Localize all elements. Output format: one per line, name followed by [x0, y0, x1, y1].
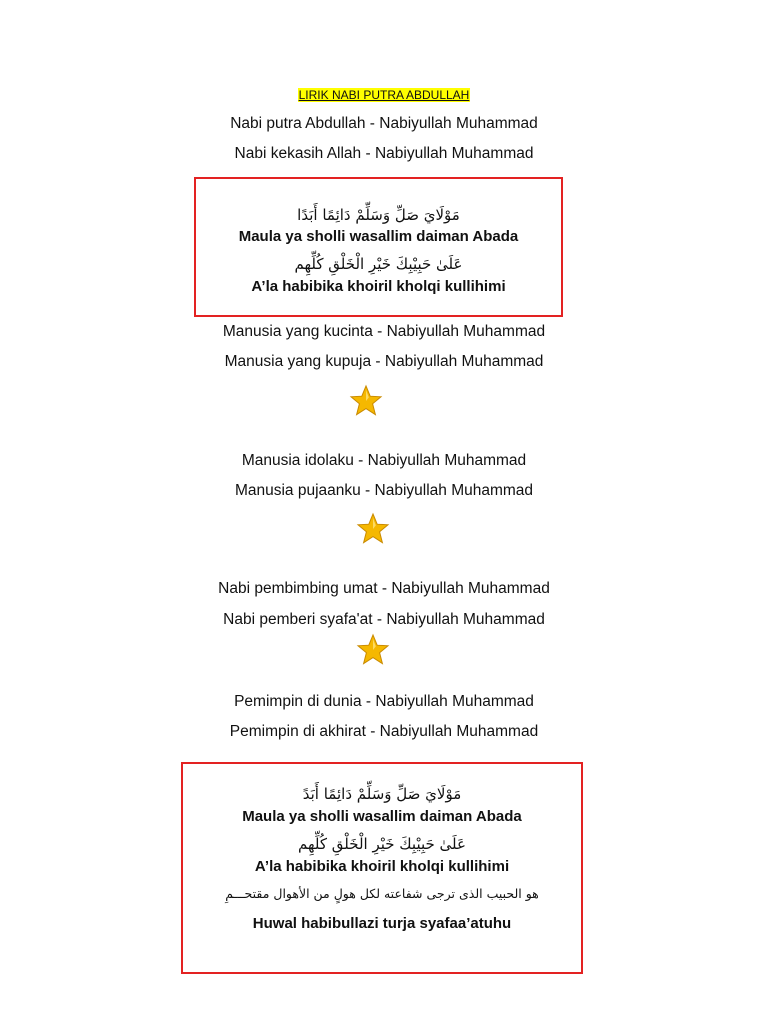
verse-5-line-2: Pemimpin di akhirat - Nabiyullah Muhammad [229, 723, 539, 740]
chorus-box-1 [194, 177, 563, 317]
verse-3-line-1: Manusia idolaku - Nabiyullah Muhammad [241, 452, 527, 469]
chorus-1-arabic-line-1: مَوْلَايَ صَلِّ وَسَلِّمْ دَائِمًا أَبَدًا [297, 206, 460, 224]
verse-4-line-1: Nabi pembimbing umat - Nabiyullah Muhammad [218, 580, 550, 597]
chorus-1-latin-line-1: Maula ya sholli wasallim daiman Abada [238, 228, 519, 245]
chorus-2-latin-line-1: Maula ya sholli wasallim daiman Abada [242, 808, 522, 825]
page-title-text: LIRIK NABI PUTRA ABDULLAH [298, 88, 470, 102]
page-title [0, 87, 768, 103]
verse-4-line-2: Nabi pemberi syafa'at - Nabiyullah Muhammad [223, 611, 545, 628]
verse-2-line-2: Manusia yang kupuja - Nabiyullah Muhammad [224, 353, 544, 370]
star-icon [356, 512, 390, 546]
verse-1-line-1: Nabi putra Abdullah - Nabiyullah Muhammad [230, 115, 538, 132]
chorus-2-latin-line-3: Huwal habibullazi turja syafaa’atuhu [252, 915, 512, 932]
verse-2-line-1: Manusia yang kucinta - Nabiyullah Muhammad [222, 323, 546, 340]
star-icon [356, 633, 390, 667]
chorus-1-arabic-line-2: عَلَىٰ حَبِيْبِكَ خَيْرِ الْخَلْقِ كُلِّهِم [294, 255, 463, 273]
chorus-2-latin-line-2: A’la habibika khoiril kholqi kullihimi [254, 858, 510, 875]
verse-3-line-2: Manusia pujaanku - Nabiyullah Muhammad [234, 482, 534, 499]
star-icon [349, 384, 383, 418]
chorus-2-arabic-line-1: مَوْلَايَ صَلِّ وَسَلِّمْ دَائِمًا أَبَدً [302, 785, 462, 803]
chorus-2-arabic-line-3: هو الحبيب الذى ترجى شفاعته لكل هولٍ من الأهوال مقتحـــمِ [225, 886, 539, 901]
chorus-2-arabic-line-2: عَلَىٰ حَبِيْبِكَ خَيْرِ الْخَلْقِ كُلِّهِم [298, 835, 466, 853]
verse-1-line-2: Nabi kekasih Allah - Nabiyullah Muhammad [234, 145, 534, 162]
chorus-box-2 [181, 762, 583, 974]
verse-5-line-1: Pemimpin di dunia - Nabiyullah Muhammad [234, 693, 534, 710]
chorus-1-latin-line-2: A’la habibika khoiril kholqi kullihimi [251, 278, 506, 295]
